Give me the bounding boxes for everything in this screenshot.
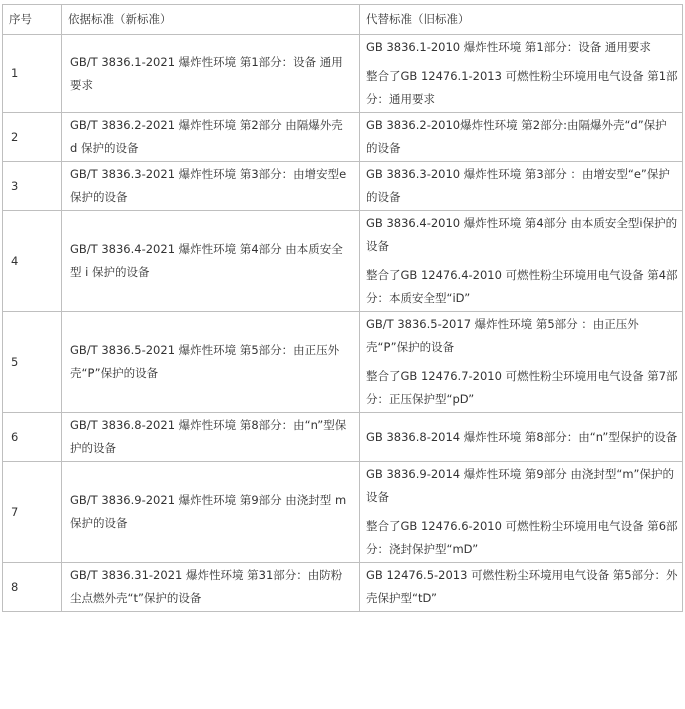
new-standard-cell: GB/T 3836.3-2021 爆炸性环境 第3部分：由增安型e保护的设备 [62, 162, 360, 211]
standards-table [2, 4, 683, 612]
table-row [3, 312, 683, 413]
old-standard-text: GB 3836.2-2010爆炸性环境 第2部分:由隔爆外壳“d”保护的设备 [366, 118, 667, 155]
old-standard-cell [360, 563, 683, 612]
table-row [3, 563, 683, 612]
row-index: 8 [3, 563, 62, 612]
table-row [3, 413, 683, 462]
header-new-standard: 依据标准（新标准） [62, 5, 360, 35]
old-standard-text: GB/T 3836.5-2017 爆炸性环境 第5部分 ：由正压外壳“P”保护的设备 [366, 317, 639, 354]
merged-standard-text: 整合了GB 12476.4-2010 可燃性粉尘环境用电气设备 第4部分：本质安全型“iD” [366, 268, 678, 305]
old-standard-cell [360, 35, 683, 113]
row-index: 4 [3, 211, 62, 312]
new-standard-cell: GB/T 3836.2-2021 爆炸性环境 第2部分 由隔爆外壳 d 保护的设备 [62, 113, 360, 162]
table-row [3, 35, 683, 113]
old-standard-text: GB 3836.9-2014 爆炸性环境 第9部分 由浇封型“m”保护的设备 [366, 467, 675, 504]
old-standard-text: GB 3836.8-2014 爆炸性环境 第8部分：由“n”型保护的设备 [366, 429, 678, 444]
merged-standard-text: 整合了GB 12476.6-2010 可燃性粉尘环境用电气设备 第6部分：浇封保护型“mD” [366, 519, 678, 556]
row-index: 6 [3, 413, 62, 462]
table-row [3, 462, 683, 563]
old-standard-text: GB 3836.4-2010 爆炸性环境 第4部分 由本质安全型i保护的设备 [366, 216, 678, 253]
merged-standard-text: 整合了GB 12476.7-2010 可燃性粉尘环境用电气设备 第7部分：正压保护型“pD” [366, 369, 678, 406]
row-index: 7 [3, 462, 62, 563]
new-standard-cell: GB/T 3836.31-2021 爆炸性环境 第31部分：由防粉尘点燃外壳“t”保护的设备 [62, 563, 360, 612]
old-standard-text: GB 3836.1-2010 爆炸性环境 第1部分：设备 通用要求 [366, 40, 651, 54]
header-index: 序号 [3, 5, 62, 35]
old-standard-cell [360, 211, 683, 312]
old-standard-text: GB 3836.3-2010 爆炸性环境 第3部分 ：由增安型“e”保护的设备 [366, 167, 670, 204]
row-index: 5 [3, 312, 62, 413]
new-standard-cell: GB/T 3836.4-2021 爆炸性环境 第4部分 由本质安全型 i 保护的设备 [62, 211, 360, 312]
table-row [3, 211, 683, 312]
header-old-standard: 代替标准（旧标准） [360, 5, 683, 35]
merged-standard-text: 整合了GB 12476.1-2013 可燃性粉尘环境用电气设备 第1部分：通用要求 [366, 69, 678, 106]
new-standard-cell: GB/T 3836.9-2021 爆炸性环境 第9部分 由浇封型 m 保护的设备 [62, 462, 360, 563]
table-row [3, 113, 683, 162]
new-standard-cell: GB/T 3836.1-2021 爆炸性环境 第1部分：设备 通用要求 [62, 35, 360, 113]
row-index: 1 [3, 35, 62, 113]
row-index: 3 [3, 162, 62, 211]
row-index: 2 [3, 113, 62, 162]
old-standard-cell [360, 162, 683, 211]
table-row [3, 162, 683, 211]
new-standard-cell: GB/T 3836.8-2021 爆炸性环境 第8部分：由“n”型保护的设备 [62, 413, 360, 462]
old-standard-cell [360, 312, 683, 413]
old-standard-cell [360, 113, 683, 162]
table-header-row [3, 5, 683, 35]
new-standard-cell: GB/T 3836.5-2021 爆炸性环境 第5部分：由正压外壳“P”保护的设备 [62, 312, 360, 413]
old-standard-cell [360, 413, 683, 462]
old-standard-text: GB 12476.5-2013 可燃性粉尘环境用电气设备 第5部分：外壳保护型“tD” [366, 568, 678, 605]
old-standard-cell [360, 462, 683, 563]
standards-table-container [2, 4, 682, 612]
